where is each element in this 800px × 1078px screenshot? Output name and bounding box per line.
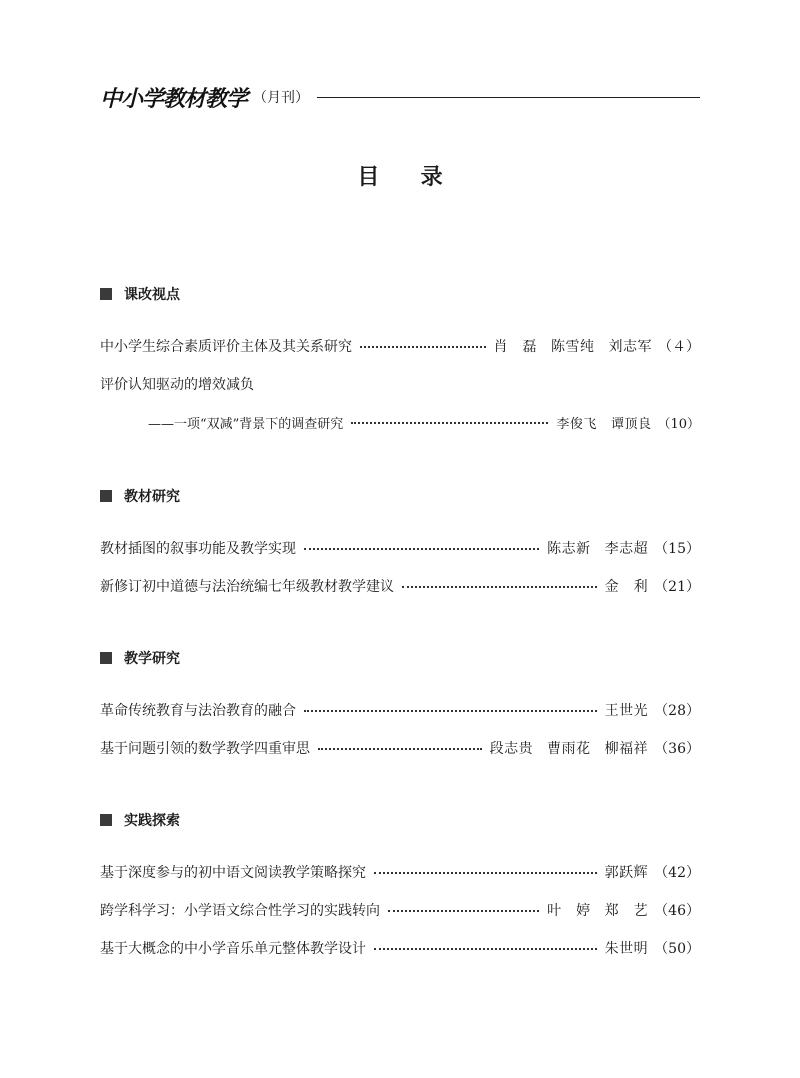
author: 肖 磊 [493, 339, 537, 355]
journal-frequency: （月刊） [253, 90, 310, 106]
section-heading [100, 809, 700, 831]
toc-entry-subtitle[interactable] [100, 403, 700, 441]
entry-authors [556, 413, 651, 432]
toc-title-char-2: 录 [420, 164, 443, 190]
section-shijian [100, 809, 700, 967]
entry-page: （50） [654, 941, 700, 957]
entry-page: （10） [657, 416, 700, 432]
section-heading-label: 教材研究 [124, 489, 180, 505]
entry-page: （28） [654, 703, 700, 719]
entry-title: 中小学生综合素质评价主体及其关系研究 [100, 339, 352, 355]
dot-leader [374, 872, 597, 874]
author: 陈志新 [547, 541, 591, 557]
dot-leader [351, 422, 548, 424]
author: 金 利 [604, 579, 649, 595]
entry-title: 新修订初中道德与法治统编七年级教材教学建议 [100, 579, 394, 595]
section-heading [100, 647, 700, 669]
author: 段志贵 [489, 741, 534, 757]
toc-entry[interactable] [100, 529, 700, 567]
square-bullet-icon [100, 814, 112, 826]
square-bullet-icon [100, 652, 112, 664]
section-heading [100, 283, 700, 305]
dot-leader [360, 346, 486, 348]
entry-authors [494, 336, 653, 356]
entry-page: （46） [654, 903, 700, 919]
entry-title: 教材插图的叙事功能及教学实现 [100, 541, 296, 557]
section-kegai [100, 283, 700, 441]
author: 郑 艺 [604, 903, 649, 919]
entry-page: （４） [658, 339, 700, 355]
toc-entry[interactable] [100, 567, 700, 605]
journal-logo: 中小学教材教学 [100, 86, 248, 112]
masthead [100, 82, 700, 112]
author: 李志超 [604, 541, 649, 557]
entry-page: （15） [654, 541, 700, 557]
section-heading [100, 485, 700, 507]
entry-title: 革命传统教育与法治教育的融合 [100, 703, 296, 719]
entry-title: 跨学科学习：小学语文综合性学习的实践转向 [100, 903, 380, 919]
entry-page: （21） [654, 579, 700, 595]
entry-authors [605, 700, 649, 720]
author: 朱世明 [604, 941, 649, 957]
entry-authors [605, 938, 649, 958]
entry-page: （42） [654, 865, 700, 881]
dot-leader [388, 910, 539, 912]
author: 谭顶良 [610, 416, 652, 432]
toc-entry[interactable] [100, 327, 700, 365]
author: 曹雨花 [547, 741, 591, 757]
author: 刘志军 [608, 339, 652, 355]
section-jiaoxue [100, 647, 700, 767]
dot-leader [402, 586, 597, 588]
section-heading-label: 教学研究 [124, 651, 180, 667]
section-heading-label: 实践探索 [124, 813, 180, 829]
entry-subtitle: ——一项“双减”背景下的调查研究 [148, 416, 344, 432]
entry-page: （36） [654, 741, 700, 757]
entry-authors [547, 538, 648, 558]
author: 陈雪纯 [551, 339, 595, 355]
entry-authors [547, 900, 648, 920]
entry-title: 基于大概念的中小学音乐单元整体教学设计 [100, 941, 366, 957]
entry-title: 评价认知驱动的增效减负 [100, 377, 254, 393]
section-heading-label: 课改视点 [124, 287, 180, 303]
entry-title: 基于问题引领的数学教学四重审思 [100, 741, 310, 757]
entry-title: 基于深度参与的初中语文阅读教学策略探究 [100, 865, 366, 881]
author: 柳福祥 [604, 741, 649, 757]
toc-entry[interactable] [100, 365, 700, 403]
dot-leader [318, 748, 482, 750]
toc-entry[interactable] [100, 929, 700, 967]
toc-entry[interactable] [100, 853, 700, 891]
toc-entry[interactable] [100, 891, 700, 929]
author: 叶 婷 [547, 903, 591, 919]
author: 李俊飞 [556, 416, 597, 432]
square-bullet-icon [100, 490, 112, 502]
author: 王世光 [604, 703, 649, 719]
section-jiaocai [100, 485, 700, 605]
square-bullet-icon [100, 288, 112, 300]
entry-authors [605, 862, 649, 882]
entry-authors [490, 738, 649, 758]
toc-entry[interactable] [100, 691, 700, 729]
toc-title-char-1: 目 [357, 164, 380, 190]
dot-leader [304, 710, 597, 712]
toc-entry[interactable] [100, 729, 700, 767]
dot-leader [374, 948, 597, 950]
header-rule [317, 97, 700, 98]
author: 郭跃辉 [604, 865, 649, 881]
entry-authors [605, 576, 649, 596]
toc-title [0, 160, 800, 191]
dot-leader [304, 548, 539, 550]
